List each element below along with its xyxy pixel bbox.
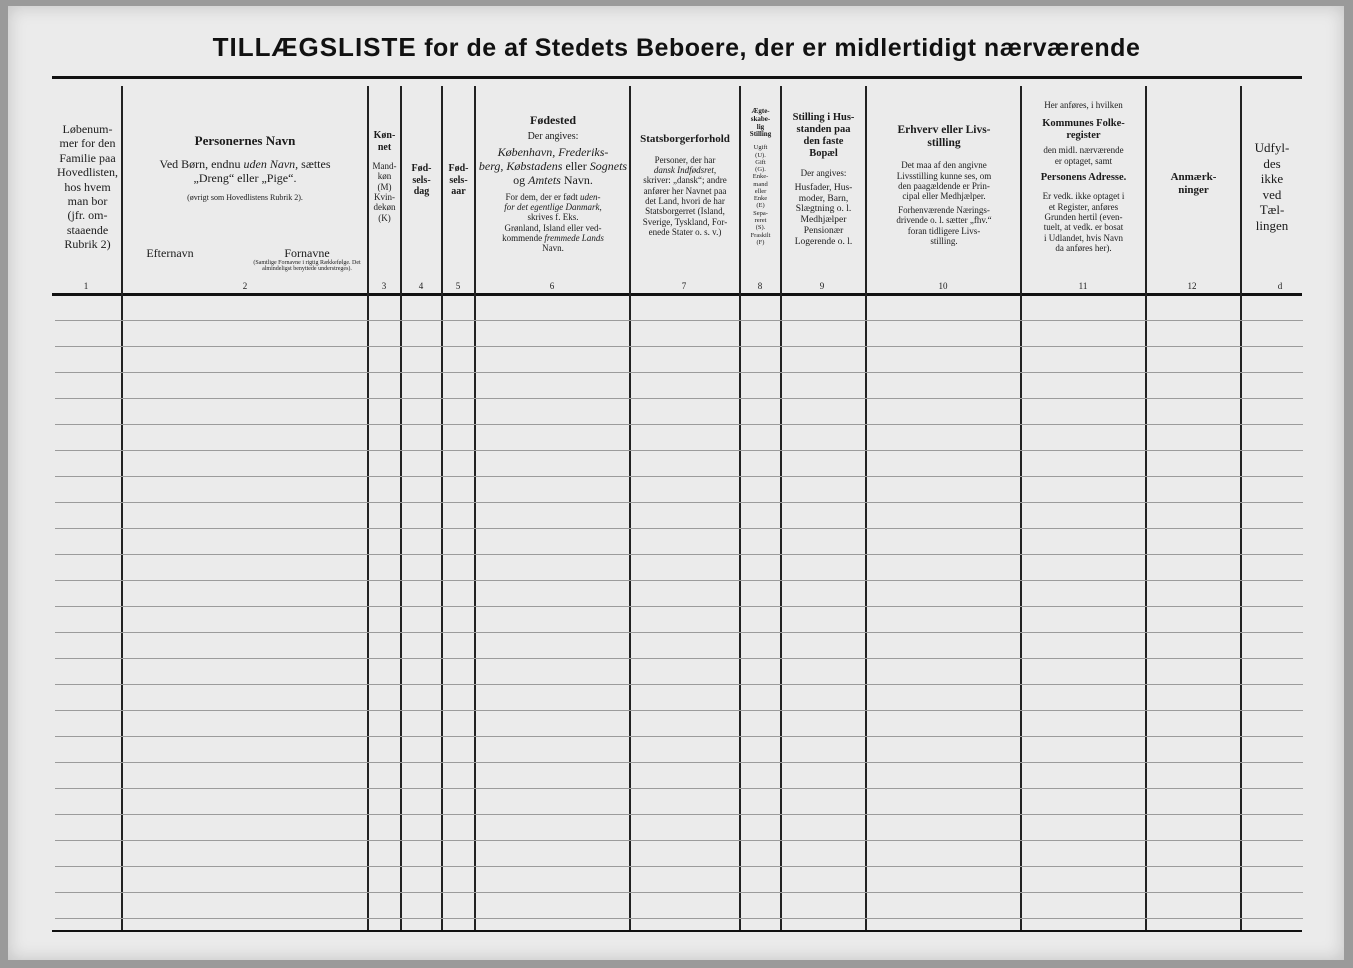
col-number: 3 [381, 281, 387, 291]
col-2-line2: „Dreng“ eller „Pige“. [193, 170, 297, 185]
col-6-abroad: For dem, der er født uden- for det egentlige Danmark, skrives f. Eks. [504, 191, 602, 223]
row-rule [55, 762, 1303, 763]
col-6-sub: Der angives: [527, 130, 579, 142]
column-divider [1145, 86, 1147, 930]
col-2-heading: Personernes Navn [194, 133, 296, 148]
fornavne-note: (Samtlige Fornavne i rigtig Rækkefølge. Det almindeligst benyttede understreges). [253, 260, 361, 273]
col-number: 6 [549, 281, 555, 291]
col-number: 11 [1078, 281, 1088, 291]
col-11-heading: Kommunes Folke- register [1042, 118, 1125, 142]
column-divider [474, 86, 476, 930]
row-rule [55, 554, 1303, 555]
col-6-header [478, 114, 628, 254]
row-rule [55, 866, 1303, 867]
col-3-heading: Køn- net [373, 130, 396, 153]
col-6-places: København, Frederiks- berg, Købstadens eller Sognets og Amtets Navn. [478, 145, 628, 187]
row-rule [55, 918, 1303, 919]
bottom-rule [52, 930, 1302, 932]
col-2-header [124, 134, 366, 202]
column-divider [121, 86, 123, 930]
col-d-header: Udfyl- des ikke ved Tæl- lingen [1254, 140, 1290, 233]
col-7-heading: Statsborgerforhold [640, 133, 730, 145]
fornavne-label: Fornavne [284, 246, 330, 260]
col-10-t1: Det maa af den angivne Livsstilling kunne ses, om den paagældende er Prin- cipal eller Medhjælper. [896, 160, 992, 202]
col-9-text: Husfader, Hus- moder, Barn, Slægtning o. l. Medhjælper Pensionær Logerende o. l. [794, 182, 853, 248]
col-8-header [741, 108, 780, 246]
row-rule [55, 632, 1303, 633]
col-number: 4 [418, 281, 424, 291]
row-rule [55, 502, 1303, 503]
column-divider [1020, 86, 1022, 930]
col-number: 1 [83, 281, 89, 291]
col-1-header: Løbenum- mer for den Familie paa Hovedlisten, hos hvem man bor (jfr. om- staaende Rubrik 2) [57, 122, 118, 252]
col-10-t2: Forhenværende Nærings- drivende o. l. sætter „fhv.“ foran tidligere Livs- stilling. [896, 204, 992, 246]
row-rule [55, 788, 1303, 789]
col-number: d [1277, 281, 1283, 291]
col-9-heading: Stilling i Hus- standen paa den faste Bopæl [792, 112, 855, 160]
col-number: 2 [242, 281, 248, 291]
top-rule [52, 76, 1302, 79]
row-rule [55, 814, 1303, 815]
efternavn-label: Efternavn [146, 246, 194, 260]
col-8-text: Ugift (U). Gift (G). Enke- mand eller Enke (E) Sepa- reret (S). Fraskilt (F) [750, 144, 771, 246]
row-rule [55, 606, 1303, 607]
row-rule [55, 580, 1303, 581]
row-rule [55, 476, 1303, 477]
col-number: 8 [757, 281, 763, 291]
col-11-top: Her anføres, i hvilken [1044, 100, 1123, 110]
row-rule [55, 372, 1303, 373]
col-9-header [782, 112, 865, 248]
col-3-text: Mand- køn (M) Kvin- dekøn (K) [372, 161, 397, 223]
row-rule [55, 658, 1303, 659]
col-3-header [369, 130, 400, 223]
row-rule [55, 346, 1303, 347]
col-10-heading: Erhverv eller Livs- stilling [897, 124, 991, 150]
row-rule [55, 320, 1303, 321]
col-9-sub: Der angives: [800, 168, 847, 179]
col-7-header [631, 133, 739, 237]
col-number: 7 [681, 281, 687, 291]
col-5-header: Fød- sels- aar [448, 163, 469, 197]
col-number: 10 [938, 281, 948, 291]
col-11-header [1023, 100, 1144, 253]
column-divider [400, 86, 402, 930]
col-4-header: Fød- sels- dag [411, 163, 432, 197]
col-11-heading2: Personens Adresse. [1040, 172, 1127, 184]
row-rule [55, 528, 1303, 529]
col-8-heading: Ægte- skabe- lig Stilling [749, 107, 772, 139]
title-rest: for de af Stedets Beboere, der er midlertidigt nærværende [424, 34, 1141, 62]
col-number: 9 [819, 281, 825, 291]
col-11-t1: den midl. nærværende er optaget, samt [1043, 145, 1124, 166]
col-number: 12 [1187, 281, 1197, 291]
row-rule [55, 736, 1303, 737]
column-divider [865, 86, 867, 930]
row-rule [55, 398, 1303, 399]
row-rule [55, 840, 1303, 841]
col-12-header: Anmærk- ninger [1170, 171, 1217, 196]
column-divider [441, 86, 443, 930]
col-6-foreign: Grønland, Island eller ved- kommende fremmede Lands Navn. [502, 222, 604, 254]
col-10-header [869, 124, 1019, 246]
title-lead: TILLÆGSLISTE [212, 32, 417, 62]
col-2-note: (øvrigt som Hovedlistens Rubrik 2). [187, 192, 303, 202]
col-2-line1: Ved Børn, endnu uden Navn, sættes [159, 156, 331, 171]
row-rule [55, 450, 1303, 451]
row-rule [55, 892, 1303, 893]
header-bottom-rule [52, 293, 1302, 296]
col-11-t2: Er vedk. ikke optaget i et Register, anføres Grunden hertil (even- tuelt, at vedk. er bosat i Udlandet, hvis Navn da anføres her). [1042, 191, 1125, 253]
row-rule [55, 710, 1303, 711]
row-rule [55, 684, 1303, 685]
col-7-t1: Personer, der har dansk Indfødsret, [653, 154, 717, 175]
col-7-t2: skriver: „dansk“; andre anfører her Navnet paa det Land, hvori de har Statsborgerret (Island, Sverige, Tyskland, For- enede Stater o. s. v.) [642, 175, 728, 238]
row-rule [55, 424, 1303, 425]
form-title [0, 32, 1353, 63]
col-number: 5 [455, 281, 461, 291]
col-6-heading: Fødested [530, 113, 576, 127]
